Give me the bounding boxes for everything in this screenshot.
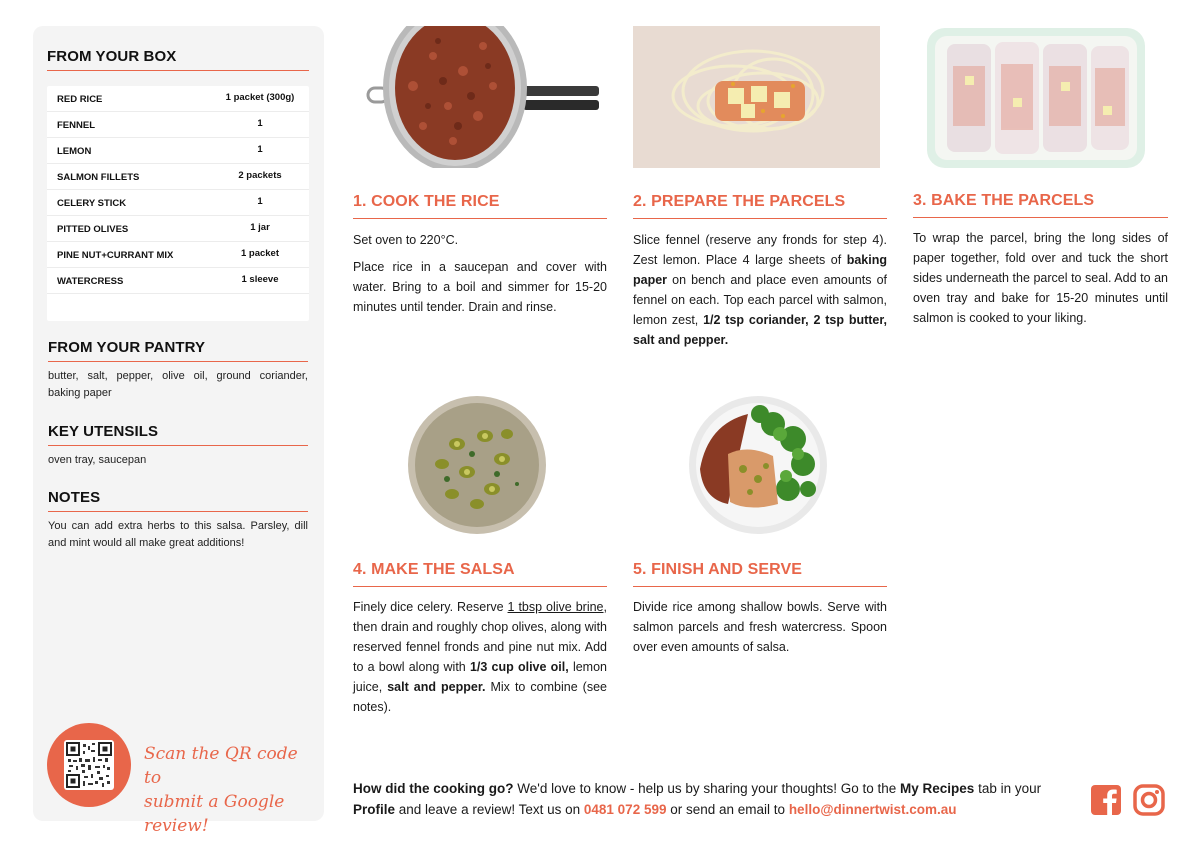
ingredient-row (47, 86, 309, 112)
step-2-title: 2. PREPARE THE PARCELS (633, 193, 846, 210)
step-3-photo (913, 26, 1168, 168)
notes-text: You can add extra herbs to this salsa. Parsley, dill and mint would all make great additions! (48, 520, 308, 549)
qr-code-icon[interactable] (64, 740, 114, 790)
ingredient-row (47, 138, 309, 164)
from-your-box-title: FROM YOUR BOX (47, 48, 177, 65)
ingredient-quantity: 2 packets (238, 170, 282, 181)
footer-text: We'd love to know - help us by sharing your thoughts! Go to the (513, 781, 901, 796)
ingredient-row (47, 190, 309, 216)
ingredient-name: PITTED OLIVES (57, 224, 129, 235)
instruction-paragraph (353, 257, 607, 317)
instagram-icon[interactable] (1133, 784, 1167, 818)
section-divider (47, 70, 309, 71)
ingredient-quantity: 1 (257, 196, 263, 207)
ingredient-quantity: 1 jar (250, 222, 270, 233)
ingredient-quantity: 1 packet (300g) (225, 92, 295, 103)
ingredient-name: LEMON (57, 146, 92, 157)
ingredient-quantity: 1 sleeve (241, 274, 279, 285)
instruction-text: Set oven to 220°C. (353, 233, 459, 247)
ingredient-name: PINE NUT+CURRANT MIX (57, 250, 174, 261)
qr-review-prompt (144, 742, 319, 838)
ingredient-quantity: 1 (257, 118, 263, 129)
ingredient-name: WATERCRESS (57, 276, 124, 287)
footer-text: tab in your (974, 781, 1042, 796)
instruction-text: , then drain and roughly chop olives, along with reserved fennel fronds and pine nut mix. Add to a bowl along with (353, 600, 607, 674)
section-divider (48, 511, 308, 512)
pantry-text: butter, salt, pepper, olive oil, ground coriander, baking paper (48, 370, 308, 399)
instruction-text: Divide rice among shallow bowls. Serve with salmon parcels and fresh watercress. Spoon over even amounts of salsa. (633, 600, 887, 654)
instruction-text: To wrap the parcel, bring the long sides of paper together, fold over and tuck the short sides underneath the parcel to seal. Add to an oven tray and bake for 15-20 minutes until salmon is cooked to your liking. (913, 231, 1168, 325)
step-5-photo (688, 394, 828, 536)
review-prompt-footer (353, 778, 1078, 820)
instruction-text: Mix to combine (see notes). (353, 680, 607, 714)
ingredient-row (47, 216, 309, 242)
qr-text-line: submit a Google review! (144, 792, 285, 836)
step-3-instructions (913, 228, 1168, 335)
ingredients-sidebar (33, 26, 324, 836)
ingredient-quantity: 1 packet (240, 248, 280, 259)
step-5-instructions (633, 597, 887, 664)
underlined-text: 1 tbsp olive brine (507, 600, 604, 614)
footer-emphasis: My Recipes (900, 781, 975, 796)
step-1-instructions (353, 230, 607, 324)
instruction-text: lemon juice, (353, 660, 607, 694)
ingredient-name: SALMON FILLETS (57, 172, 140, 183)
instruction-paragraph (353, 597, 607, 717)
qr-badge (47, 723, 131, 807)
ingredient-quantity: 1 (257, 144, 263, 155)
notes-title: NOTES (48, 489, 101, 506)
emphasized-text: salt and pepper. (387, 680, 486, 694)
instruction-text: Slice fennel (reserve any fronds for step 4). Zest lemon. Place 4 large sheets of (633, 233, 887, 267)
section-divider (48, 445, 308, 446)
step-4-instructions (353, 597, 607, 724)
phone-link[interactable]: 0481 072 599 (583, 802, 667, 817)
qr-text-line: Scan the QR code to (144, 744, 298, 788)
instruction-text: Place rice in a saucepan and cover with water. Bring to a boil and simmer for 15-20 minutes until tender. Drain and rinse. (353, 260, 607, 314)
key-utensils-title: KEY UTENSILS (48, 423, 159, 440)
emphasized-text: baking paper (633, 253, 887, 287)
footer-text: or send an email to (666, 802, 789, 817)
footer-text: and leave a review! Text us on (395, 802, 584, 817)
ingredient-row (47, 242, 309, 268)
step-divider (633, 586, 887, 587)
step-1-title: 1. COOK THE RICE (353, 193, 500, 210)
instruction-paragraph (633, 597, 887, 657)
ingredient-name: FENNEL (57, 120, 95, 131)
emphasized-text: 1/2 tsp coriander, 2 tsp butter, salt and pepper. (633, 313, 888, 347)
step-divider (353, 586, 607, 587)
footer-emphasis: Profile (353, 802, 396, 817)
emphasized-text: 1/3 cup olive oil, (469, 660, 569, 674)
section-divider (48, 361, 308, 362)
email-link[interactable]: hello@dinnertwist.com.au (788, 802, 957, 817)
step-1-photo (353, 26, 607, 168)
instruction-paragraph (633, 230, 887, 350)
step-2-photo (633, 26, 880, 168)
ingredient-name: CELERY STICK (57, 198, 127, 209)
step-2-instructions (633, 230, 887, 357)
instruction-text: Finely dice celery. Reserve (353, 600, 508, 614)
step-divider (353, 218, 607, 219)
step-divider (913, 217, 1168, 218)
facebook-icon[interactable] (1090, 784, 1124, 818)
step-3-title: 3. BAKE THE PARCELS (913, 192, 1095, 209)
instruction-text: on bench and place even amounts of fennel on each. Top each parcel with salmon, lemon zest, (633, 273, 887, 327)
footer-emphasis: How did the cooking go? (353, 781, 514, 796)
from-your-pantry-title: FROM YOUR PANTRY (48, 339, 206, 356)
ingredient-name: RED RICE (57, 94, 103, 105)
instruction-paragraph (353, 230, 607, 250)
step-5-title: 5. FINISH AND SERVE (633, 561, 803, 578)
ingredient-row (47, 164, 309, 190)
step-4-title: 4. MAKE THE SALSA (353, 561, 515, 578)
utensils-text: oven tray, saucepan (48, 454, 147, 466)
ingredients-table (47, 86, 309, 321)
step-divider (633, 218, 887, 219)
ingredient-row (47, 112, 309, 138)
instruction-paragraph (913, 228, 1168, 328)
ingredient-row (47, 268, 309, 294)
step-4-photo (407, 394, 547, 536)
